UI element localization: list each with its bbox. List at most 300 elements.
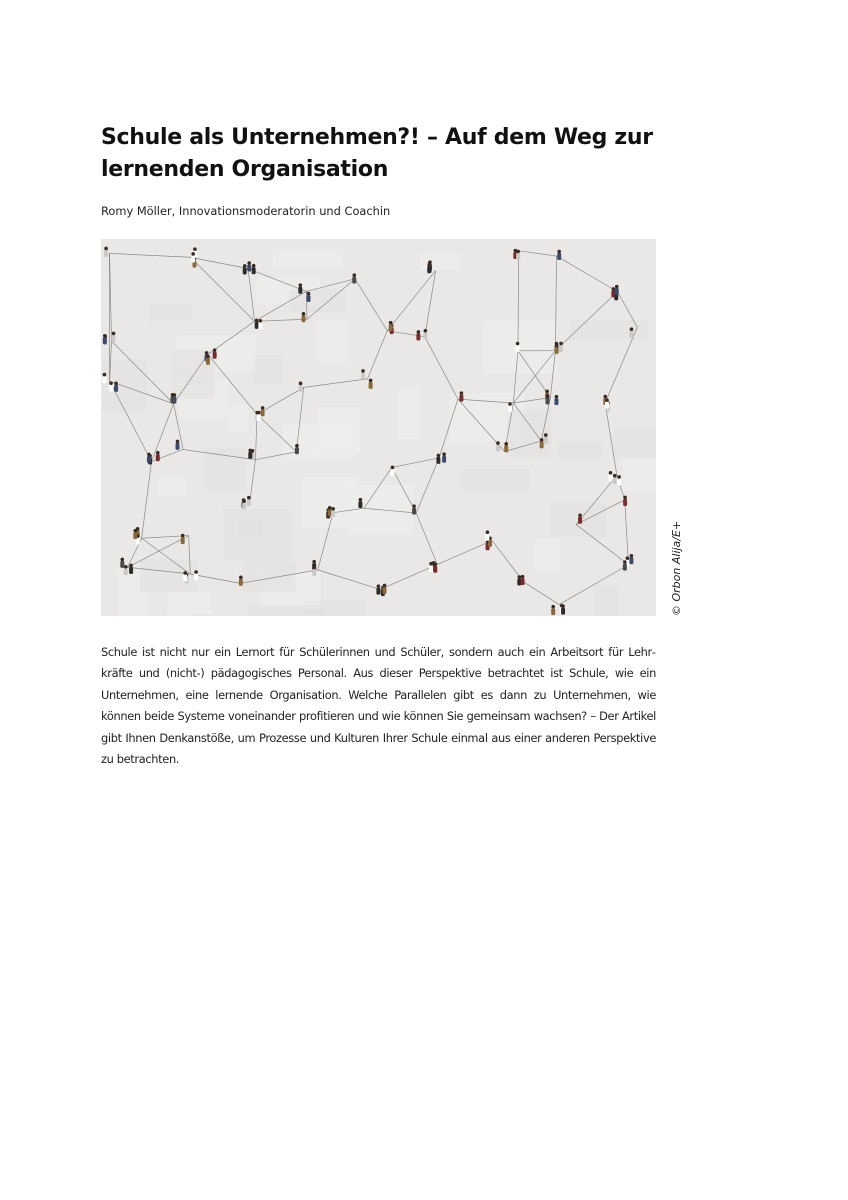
person: [175, 440, 179, 450]
connection-line: [248, 269, 254, 322]
person-head: [612, 287, 616, 291]
person-body: [545, 397, 549, 404]
person: [124, 565, 128, 575]
paving-tile: [253, 355, 283, 384]
person-body: [206, 358, 210, 365]
person: [516, 342, 520, 352]
person-head: [561, 604, 565, 608]
connection-line: [523, 582, 559, 605]
person-head: [486, 530, 490, 534]
paving-tile: [149, 305, 193, 322]
person-body: [133, 532, 137, 539]
person-body: [361, 372, 365, 379]
person-body: [252, 267, 256, 274]
person: [206, 355, 210, 365]
person-body: [383, 587, 387, 594]
person-body: [623, 499, 627, 506]
person: [545, 394, 549, 404]
person: [629, 554, 633, 564]
paving-tile: [613, 429, 656, 458]
person-body: [183, 574, 187, 581]
person: [516, 250, 520, 260]
person-body: [544, 437, 548, 444]
person-head: [295, 444, 299, 448]
person-head: [437, 454, 441, 458]
person-body: [170, 396, 174, 403]
person: [442, 452, 446, 462]
author-line: Romy Möller, Innovationsmoderatorin und Coachin: [101, 204, 391, 218]
person-head: [312, 566, 316, 570]
person: [429, 562, 433, 572]
person-head: [307, 292, 311, 296]
person-head: [255, 319, 259, 323]
article-title: Schule als Unternehmen?! – Auf dem Weg zur lernenden Organisation: [101, 125, 653, 182]
person: [243, 264, 247, 274]
person-head: [504, 442, 508, 446]
person-head: [496, 441, 500, 445]
person-body: [629, 557, 633, 564]
person-head: [147, 453, 151, 457]
person-head: [412, 504, 416, 508]
person-body: [295, 447, 299, 454]
person-head: [544, 433, 548, 437]
person-body: [578, 517, 582, 524]
person-head: [193, 247, 197, 251]
person-body: [436, 457, 440, 464]
person: [247, 496, 251, 506]
person-body: [617, 478, 621, 485]
person-body: [298, 287, 302, 294]
person: [133, 529, 137, 539]
person-body: [540, 441, 544, 448]
person-head: [609, 471, 613, 475]
person-head: [259, 319, 263, 323]
person-head: [389, 321, 393, 325]
person: [181, 534, 185, 544]
person: [258, 319, 262, 329]
person-body: [559, 345, 563, 352]
person: [109, 381, 113, 391]
person-body: [508, 405, 512, 412]
person-body: [459, 395, 463, 402]
person-body: [390, 469, 394, 476]
person-head: [257, 411, 261, 415]
paving-tile: [204, 447, 245, 490]
connection-line: [142, 462, 152, 539]
person-body: [307, 295, 311, 302]
person-body: [623, 564, 627, 571]
person-head: [369, 379, 373, 383]
person: [328, 506, 332, 516]
person-head: [623, 496, 627, 500]
person-head: [557, 250, 561, 254]
person-head: [630, 554, 634, 558]
paving-tile: [317, 320, 348, 363]
person-head: [103, 334, 107, 338]
person-body: [331, 510, 335, 517]
person-head: [133, 529, 137, 533]
person: [302, 312, 306, 322]
person: [183, 571, 187, 581]
connection-line: [387, 271, 435, 331]
paving-tile: [167, 611, 189, 616]
person-body: [242, 503, 246, 510]
person-head: [613, 474, 617, 478]
paving-tile: [557, 442, 602, 460]
person: [120, 558, 124, 568]
person-head: [383, 584, 387, 588]
person: [554, 395, 558, 405]
person: [213, 348, 217, 358]
paving-tile: [248, 605, 323, 616]
person: [617, 475, 621, 485]
person-body: [213, 352, 217, 359]
person-head: [623, 560, 627, 564]
person-body: [109, 385, 113, 392]
person-head: [518, 575, 522, 579]
connection-line: [557, 256, 618, 292]
person: [369, 379, 373, 389]
person: [389, 321, 393, 331]
person: [551, 605, 555, 615]
person: [623, 560, 627, 570]
person-head: [247, 261, 251, 265]
person: [609, 471, 613, 481]
person: [242, 499, 246, 509]
person-head: [551, 605, 555, 609]
person-body: [114, 385, 118, 392]
paving-tile: [482, 321, 556, 374]
person: [252, 264, 256, 274]
person-head: [239, 576, 243, 580]
person-body: [102, 376, 106, 383]
person-body: [609, 474, 613, 481]
paving-tile: [534, 538, 560, 571]
person-body: [255, 322, 259, 329]
person-head: [299, 283, 303, 287]
person: [376, 584, 380, 594]
person-body: [429, 565, 433, 572]
person-body: [557, 253, 561, 260]
person-body: [615, 288, 619, 295]
person: [156, 451, 160, 461]
paving-tile: [273, 249, 343, 265]
person-head: [555, 395, 559, 399]
connection-line: [190, 257, 248, 268]
person-body: [312, 569, 316, 576]
person-head: [331, 507, 335, 511]
person-body: [147, 456, 151, 463]
person-head: [120, 558, 124, 562]
paving-tile: [140, 559, 197, 592]
person: [191, 252, 195, 262]
person: [103, 334, 107, 344]
person-head: [181, 534, 185, 538]
person-body: [258, 322, 262, 329]
paving-tile: [594, 586, 618, 616]
paving-tile: [460, 469, 529, 491]
person: [629, 327, 633, 337]
person: [247, 261, 251, 271]
person-head: [114, 382, 118, 386]
person-head: [617, 475, 621, 479]
person-head: [521, 575, 525, 579]
person: [331, 507, 335, 517]
person: [557, 250, 561, 260]
person: [485, 530, 489, 540]
person: [383, 584, 387, 594]
person-body: [554, 398, 558, 405]
person: [307, 292, 311, 302]
intro-paragraph: Schule ist nicht nur ein Lernort für Schülerinnen und Schüler, sondern auch ein Arbeitsort für Lehrkräfte und (nicht-) pädagogisches Personal. Aus dieser Perspektive betrachtet ist Schule, wie ein Unternehmen, eine lernende Organisation. Welche Parallelen gibt es dann zu Unternehmen, wie können beide Systeme voneinander profitieren und wie können Sie gemeinsam wachsen? – Der Artikel gibt Ihnen Denkanstöße, um Prozesse und Kulturen Ihrer Schule einmal aus einer anderen Perspektive zu betrachten.: [101, 645, 656, 767]
person: [194, 570, 198, 580]
person: [299, 382, 303, 392]
person: [298, 283, 302, 293]
person-body: [496, 445, 500, 452]
person: [615, 285, 619, 295]
person-head: [359, 498, 363, 502]
person-head: [104, 247, 108, 251]
person-body: [516, 345, 520, 352]
person-head: [312, 560, 316, 564]
network-illustration: [101, 239, 656, 616]
connection-line: [255, 319, 307, 321]
person-head: [213, 348, 217, 352]
person-body: [551, 608, 555, 615]
person-head: [129, 564, 133, 568]
person: [358, 498, 362, 508]
person-head: [124, 565, 128, 569]
person-body: [488, 540, 492, 547]
connection-line: [416, 513, 437, 564]
person-head: [626, 556, 630, 560]
person-head: [171, 393, 175, 397]
paving-tile: [398, 386, 420, 439]
person-head: [109, 381, 113, 385]
person-body: [412, 508, 416, 515]
person: [257, 411, 261, 421]
person-head: [555, 344, 559, 348]
person-body: [423, 332, 427, 339]
person-head: [352, 273, 356, 277]
connection-line: [304, 379, 368, 388]
person: [540, 438, 544, 448]
person-head: [540, 438, 544, 442]
person-body: [605, 402, 609, 409]
paving-tile: [507, 409, 551, 457]
connection-line: [425, 337, 458, 399]
person-body: [302, 315, 306, 322]
person-head: [545, 390, 549, 394]
person: [544, 433, 548, 443]
person-head: [328, 506, 332, 510]
person: [433, 562, 437, 572]
person-head: [508, 402, 512, 406]
person-head: [248, 449, 252, 453]
person-body: [629, 331, 633, 338]
person-body: [299, 385, 303, 392]
network-crowd-photo: [101, 239, 656, 616]
person-head: [546, 394, 550, 398]
person-head: [417, 330, 421, 334]
person-head: [242, 499, 246, 503]
person: [114, 382, 118, 392]
connection-line: [519, 251, 557, 256]
person: [578, 514, 582, 524]
person: [112, 332, 116, 342]
person: [361, 369, 365, 379]
paving-tile: [168, 592, 212, 614]
person-body: [416, 333, 420, 340]
connection-line: [380, 564, 437, 589]
person-body: [328, 509, 332, 516]
person-head: [261, 406, 265, 410]
connection-line: [110, 253, 191, 257]
person-body: [521, 578, 525, 585]
person: [102, 373, 106, 383]
connection-line: [392, 458, 439, 468]
person-body: [261, 409, 265, 416]
image-credit: © Orbon Alija/E+: [670, 520, 683, 616]
connection-line: [152, 404, 174, 462]
person: [508, 402, 512, 412]
person: [459, 391, 463, 401]
connection-line: [355, 279, 387, 331]
person-body: [112, 335, 116, 342]
person-body: [243, 267, 247, 274]
person-body: [257, 414, 261, 421]
person: [170, 393, 174, 403]
person-head: [605, 398, 609, 402]
person-body: [358, 501, 362, 508]
person: [504, 442, 508, 452]
person-body: [504, 445, 508, 452]
connection-line: [368, 331, 388, 379]
person-head: [247, 496, 251, 500]
person-body: [156, 454, 160, 461]
paving-tile: [571, 320, 649, 339]
person-body: [103, 337, 107, 344]
connection-line: [425, 271, 436, 337]
person: [312, 566, 316, 576]
person: [428, 263, 432, 273]
person-body: [376, 588, 380, 595]
person-body: [442, 456, 446, 463]
person-head: [428, 263, 432, 267]
person: [423, 329, 427, 339]
person: [613, 474, 617, 484]
person: [412, 504, 416, 514]
person-head: [194, 570, 198, 574]
person-head: [559, 342, 563, 346]
paving-tile: [159, 475, 186, 496]
person: [496, 441, 500, 451]
person-head: [603, 395, 607, 399]
person-body: [191, 255, 195, 262]
person-head: [156, 451, 160, 455]
person: [561, 604, 565, 614]
person: [248, 449, 252, 459]
person: [104, 247, 108, 257]
person-head: [615, 285, 619, 289]
person-body: [561, 608, 565, 615]
person-head: [442, 452, 446, 456]
person: [255, 319, 259, 329]
person: [559, 342, 563, 352]
person-head: [429, 562, 433, 566]
paving-tile: [420, 253, 461, 270]
person-body: [129, 567, 133, 574]
person-head: [299, 382, 303, 386]
connection-line: [437, 541, 492, 565]
person-body: [247, 499, 251, 506]
person-body: [120, 561, 124, 568]
connection-line: [416, 458, 439, 513]
person: [147, 453, 151, 463]
person: [390, 466, 394, 476]
person-body: [433, 566, 437, 573]
paving-tile: [243, 562, 296, 591]
person-body: [104, 250, 108, 257]
person-body: [428, 266, 432, 273]
person-head: [361, 369, 365, 373]
person: [436, 454, 440, 464]
person-body: [389, 324, 393, 331]
person-head: [183, 571, 187, 575]
person-body: [247, 265, 251, 272]
connection-line: [250, 460, 256, 502]
person-body: [194, 573, 198, 580]
person-body: [352, 277, 356, 284]
person: [352, 273, 356, 283]
person: [261, 406, 265, 416]
person-head: [176, 440, 180, 444]
person-body: [248, 452, 252, 459]
connection-line: [625, 500, 629, 565]
person-head: [112, 332, 116, 336]
person-head: [434, 562, 438, 566]
person: [295, 444, 299, 454]
person: [239, 576, 243, 586]
paving-tile: [238, 518, 263, 538]
person-head: [243, 264, 247, 268]
person-body: [369, 382, 373, 389]
person-body: [181, 537, 185, 544]
person: [416, 330, 420, 340]
person-head: [302, 312, 306, 316]
person-head: [391, 466, 395, 470]
person-head: [103, 373, 107, 377]
person-body: [175, 443, 179, 450]
person-body: [516, 253, 520, 260]
person-body: [555, 347, 559, 354]
person-head: [205, 351, 209, 355]
person: [623, 496, 627, 506]
person-head: [460, 391, 464, 395]
person-head: [578, 514, 582, 518]
person-body: [239, 579, 243, 586]
person: [129, 564, 133, 574]
person-head: [630, 327, 634, 331]
paving-tile: [228, 404, 249, 431]
person: [605, 398, 609, 408]
person-head: [191, 252, 195, 256]
paving-tile: [623, 460, 656, 491]
person-head: [516, 342, 520, 346]
person-head: [516, 250, 520, 254]
person-body: [124, 568, 128, 575]
person-body: [485, 534, 489, 541]
